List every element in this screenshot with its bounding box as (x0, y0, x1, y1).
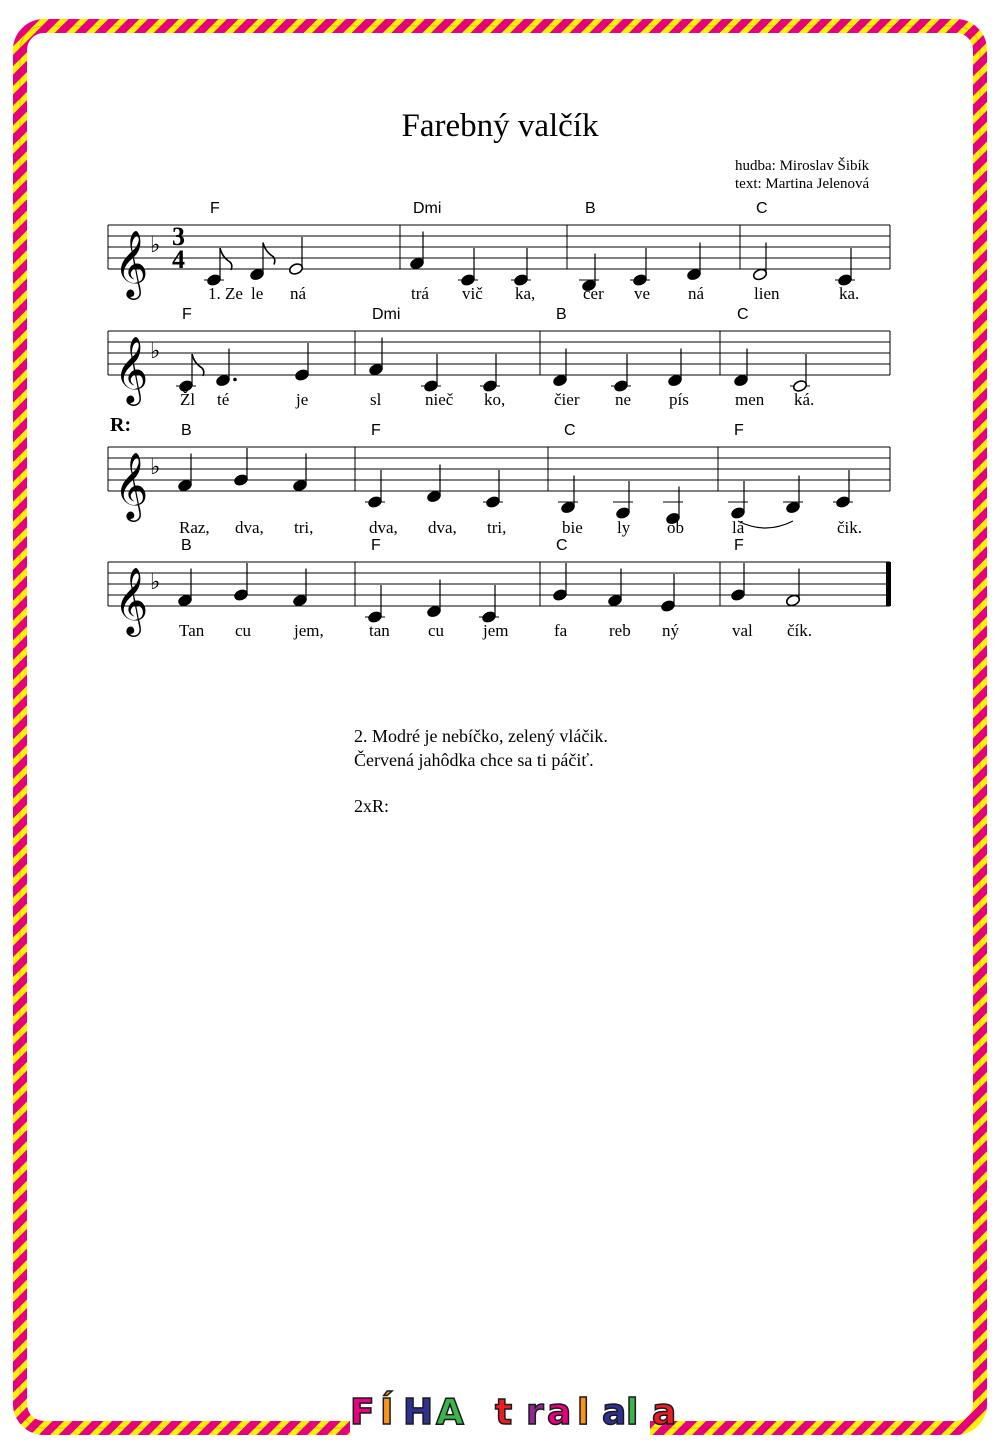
lyric-syllable: Tan (179, 621, 205, 640)
verse-2-line-1: 2. Modré je nebíčko, zelený vláčik. (354, 726, 608, 746)
time-signature-bottom: 4 (172, 245, 185, 274)
lyric-syllable: vič (462, 284, 483, 303)
lyric-syllable: čier (554, 390, 580, 409)
chord-symbol: C (737, 306, 749, 323)
chord-symbol: B (556, 306, 567, 323)
song-title: Farebný valčík (401, 108, 599, 144)
lyric-syllable: lien (754, 284, 780, 303)
lyric-syllable: Raz, (179, 518, 210, 537)
lyric-syllable: val (732, 621, 753, 640)
lyric-syllable: je (296, 390, 309, 409)
treble-clef-icon: 𝄞 (114, 566, 149, 634)
treble-clef-icon: 𝄞 (114, 229, 149, 297)
lyric-syllable: ob (667, 518, 684, 537)
lyric-syllable: čer (583, 284, 604, 303)
treble-clef-icon: 𝄞 (114, 335, 149, 403)
lyric-syllable: ko, (484, 390, 506, 409)
lyric-syllable: jem, (294, 621, 324, 640)
chord-symbol: B (181, 537, 192, 554)
logo-letter: a (547, 1392, 572, 1433)
lyric-syllable: reb (609, 621, 631, 640)
lyric-syllable: men (735, 390, 765, 409)
chord-symbol: C (556, 537, 568, 554)
lyric-syllable: jem (483, 621, 509, 640)
logo-letter: A (436, 1392, 464, 1433)
lyric-syllable: té (217, 390, 230, 409)
refrain-label: R: (110, 414, 132, 436)
logo-letter: r (526, 1392, 544, 1433)
lyric-syllable: čik. (837, 518, 863, 537)
dot (233, 378, 237, 382)
lyric-syllable: Žl (180, 390, 196, 409)
lyric-syllable: tri, (487, 518, 507, 537)
logo-letter: a (602, 1392, 627, 1433)
chord-symbol: B (181, 422, 192, 439)
lyric-syllable: 1. Ze (208, 284, 243, 303)
lyric-syllable: cu (428, 621, 445, 640)
lyric-syllable: cu (235, 621, 252, 640)
eighth-flag (263, 243, 275, 265)
lyric-syllable: trá (411, 284, 429, 303)
time-signature-top: 3 (172, 222, 185, 251)
lyric-syllable: ný (662, 621, 679, 640)
chord-symbol: Dmi (413, 200, 442, 217)
chord-symbol: F (371, 422, 381, 439)
fiha-tralala-logo (350, 1392, 677, 1442)
logo-letter: a (652, 1392, 677, 1433)
key-signature-flat: ♭ (150, 455, 161, 480)
lyric-syllable: tri, (294, 518, 314, 537)
lyric-syllable: bie (562, 518, 583, 537)
lyric-syllable: dva, (428, 518, 457, 537)
chord-symbol: F (182, 306, 192, 323)
lyric-syllable: ly (617, 518, 631, 537)
lyric-syllable: ne (615, 390, 632, 409)
logo-letter: H (403, 1392, 434, 1433)
lyric-syllable: ve (634, 284, 651, 303)
chord-symbol: F (210, 200, 220, 217)
key-signature-flat: ♭ (150, 570, 161, 595)
lyric-syllable: fa (554, 621, 568, 640)
chord-symbol: C (564, 422, 576, 439)
lyric-syllable: tan (369, 621, 390, 640)
treble-clef-icon: 𝄞 (114, 451, 149, 519)
chord-symbol: F (734, 422, 744, 439)
logo-letter: Í (380, 1392, 394, 1433)
eighth-flag (220, 248, 232, 270)
lyric-syllable: ka, (515, 284, 536, 303)
lyric-syllable: ká. (794, 390, 815, 409)
lyric-syllable: lá (732, 518, 745, 537)
lyric-syllable: ná (688, 284, 705, 303)
logo-letter: l (577, 1392, 590, 1433)
lyric-syllable: čík. (787, 621, 813, 640)
lyrics-credit: text: Martina Jelenová (735, 176, 870, 192)
slur (738, 521, 793, 528)
final-barline (886, 562, 891, 606)
verse-2-line-2: Červená jahôdka chce sa ti páčiť. (354, 750, 594, 770)
chord-symbol: C (756, 200, 768, 217)
key-signature-flat: ♭ (150, 233, 161, 258)
lyric-syllable: nieč (425, 390, 454, 409)
lyric-syllable: dva, (369, 518, 398, 537)
chord-symbol: Dmi (372, 306, 401, 323)
lyric-syllable: le (251, 284, 264, 303)
music-credit: hudba: Miroslav Šibík (735, 158, 870, 174)
chord-symbol: B (585, 200, 596, 217)
logo-letter: F (350, 1392, 375, 1433)
chord-symbol: F (734, 537, 744, 554)
logo-letter: l (626, 1392, 639, 1433)
repeat-refrain-marker: 2xR: (354, 796, 390, 816)
chord-symbol: F (371, 537, 381, 554)
key-signature-flat: ♭ (150, 339, 161, 364)
lyric-syllable: sl (370, 390, 382, 409)
eighth-flag (192, 354, 204, 376)
lyric-syllable: ka. (839, 284, 860, 303)
lyric-syllable: ná (290, 284, 307, 303)
lyric-syllable: dva, (235, 518, 264, 537)
lyric-syllable: pís (669, 390, 689, 409)
logo-letter: t (495, 1392, 513, 1433)
